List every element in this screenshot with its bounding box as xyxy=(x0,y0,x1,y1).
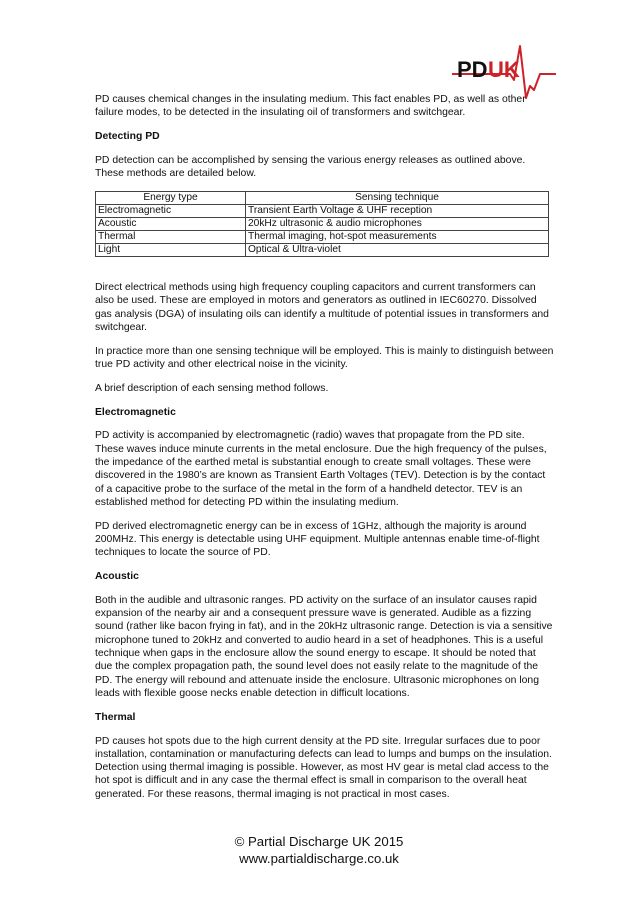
table-header-energy: Energy type xyxy=(96,191,246,204)
table-cell: Optical & Ultra-violet xyxy=(246,243,549,256)
document-body xyxy=(95,93,555,811)
detecting-paragraph: PD detection can be accomplished by sensing the various energy releases as outlined above. These methods are detailed below. xyxy=(95,154,526,180)
acoustic-paragraph: Both in the audible and ultrasonic ranges. PD activity on the surface of an insulator causes rapid expansion of the nearby air and a consequent pressure wave is generated. Audible as a fizzing sound (rather like bacon frying in fat), and in the 20kHz ultrasonic range. Detection is via a sensitive microphone tuned to 20kHz and converted to audio heard in a set of headphones. This is a useful technique when gaps in the enclosure allow the sound energy to escape. It should be noted that due the complex propagation path, the sound level does not easily relate to the magnitude of the PD. The energy will rebound and attenuate inside the enclosure. Ultrasonic microphones on long leads with flexible goose necks enable detection in difficult locations. xyxy=(95,594,553,699)
table-cell: Light xyxy=(96,243,246,256)
table-cell: Transient Earth Voltage & UHF reception xyxy=(246,204,549,217)
intro-paragraph: PD causes chemical changes in the insulating medium. This fact enables PD, as well as other failure modes, to be detected in the insulating oil of transformers and switchgear. xyxy=(95,94,526,119)
acoustic-heading: Acoustic xyxy=(95,571,139,583)
footer-website: www.partialdischarge.co.uk xyxy=(239,851,399,866)
table-cell: Thermal imaging, hot-spot measurements xyxy=(246,230,549,243)
table-row xyxy=(96,243,549,256)
logo-text-pd: PD xyxy=(457,57,488,82)
table-spacer xyxy=(95,267,555,281)
table-cell: Acoustic xyxy=(96,217,246,230)
brief-paragraph: A brief description of each sensing method follows. xyxy=(95,382,329,394)
thermal-paragraph: PD causes hot spots due to the high current density at the PD site. Irregular surfaces due to poor installation, contamination or manufacturing defects can lead to lumps and bumps on the insulation. Detection using thermal imaging is possible. However, as most HV gear is metal clad access to the hot spot is difficult and in any case the thermal effect is small in comparison to the overall heat generated. For these reasons, thermal imaging is not practical in most cases. xyxy=(95,735,552,800)
table-row xyxy=(96,230,549,243)
energy-table xyxy=(95,191,549,257)
electromagnetic-paragraph-1: PD activity is accompanied by electromagnetic (radio) waves that propagate from the PD site. These waves induce minute currents in the metal enclosure. Due the high frequency of the pulses, the impedance of the earthed metal is substantial enough to create small voltages. These were discovered in the 1980’s are known as Transient Earth Voltages (TEV). Detection is by the contact of a capacitive probe to the surface of the metal in the form of a handheld detector. TEV is an established method for detecting PD within the insulating medium. xyxy=(95,430,547,508)
detecting-heading: Detecting PD xyxy=(95,131,160,143)
table-cell: Electromagnetic xyxy=(96,204,246,217)
direct-methods-paragraph: Direct electrical methods using high frequency coupling capacitors and current transformers can also be used. These are employed in motors and generators as outlined in IEC60270. Dissolved gas analysis (DGA) of insulating oils can identify a multitude of potential issues in transformers and switchgear. xyxy=(95,281,549,333)
practice-paragraph: In practice more than one sensing technique will be employed. This is mainly to distinguish between true PD activity and other electrical noise in the vicinity. xyxy=(95,345,554,370)
table-row xyxy=(96,217,549,230)
table-cell: 20kHz ultrasonic & audio microphones xyxy=(246,217,549,230)
logo-text-uk: UK xyxy=(488,57,520,82)
electromagnetic-heading: Electromagnetic xyxy=(95,406,176,418)
page-footer xyxy=(0,833,638,867)
table-header-row xyxy=(96,191,549,204)
electromagnetic-paragraph-2: PD derived electromagnetic energy can be in excess of 1GHz, although the majority is around 200MHz. This energy is detectable using UHF equipment. Multiple antennas enable time-of-flight techniques to locate the source of PD. xyxy=(95,520,540,559)
table-header-technique: Sensing technique xyxy=(246,191,549,204)
footer-copyright: © Partial Discharge UK 2015 xyxy=(234,834,404,849)
table-row xyxy=(96,204,549,217)
table-cell: Thermal xyxy=(96,230,246,243)
pduk-logo xyxy=(450,40,558,100)
thermal-heading: Thermal xyxy=(95,711,136,723)
